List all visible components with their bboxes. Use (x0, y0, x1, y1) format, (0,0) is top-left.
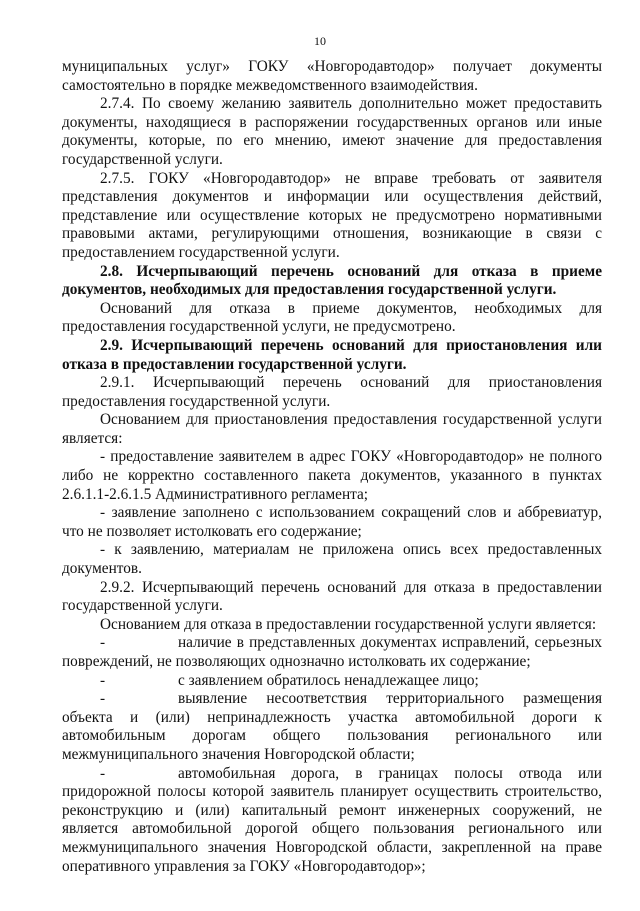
list-item-text: с заявлением обратилось ненадлежащее лицо; (178, 671, 479, 689)
paragraph: муниципальных услуг» ГОКУ «Новгородавтодор» получает документы самостоятельно в порядке межведомственного взаимодействия. (62, 58, 602, 94)
list-marker: - (100, 690, 106, 708)
list-item-text: выявление несоответствия территориального размещения объекта и (или) непринадлежность участка автомобильной дороги к автомобильным дорогам общего пользования регионального или межмуниципального значения Новгородской области; (62, 690, 602, 763)
paragraph: 2.7.5. ГОКУ «Новгородавтодор» не вправе требовать от заявителя представления документов и информации или осуществления действий, представление или осуществление которых не предусмотрено нормативными правовыми актами, регулирующими отношения, возникающие в связи с предоставлением государственной услуги. (62, 169, 602, 261)
paragraph: Оснований для отказа в приеме документов, необходимых для предоставления государственной услуги, не предусмотрено. (62, 299, 602, 336)
list-item-text: автомобильная дорога, в границах полосы отвода или придорожной полосы которой заявитель планирует осуществить строительство, реконструкцию и (или) капитальный ремонт инженерных сооружений, не является автомобильной дорогой общего пользования регионального или межмуниципального значения Новгородской области, закрепленной на праве оперативного управления за ГОКУ «Новгородавтодор»; (62, 764, 602, 875)
list-item (62, 634, 602, 671)
paragraph: Основанием для отказа в предоставлении государственной услуги является: (100, 615, 597, 633)
paragraph: 2.9.2. Исчерпывающий перечень оснований для отказа в предоставлении государственной услуги. (62, 578, 602, 615)
list-marker: - (100, 634, 106, 652)
list-paragraph: - заявление заполнено с использованием сокращений слов и аббревиатур, что не позволяет истолковать его содержание; (62, 504, 602, 540)
list-paragraph: - предоставление заявителем в адрес ГОКУ «Новгородавтодор» не полного либо не корректно составленного пакета документов, указанного в пунктах 2.6.1.1-2.6.1.5 Административного регламента; (62, 448, 602, 503)
page-number: 10 (314, 34, 326, 48)
list-marker: - (100, 671, 106, 689)
paragraph: 2.9.1. Исчерпывающий перечень оснований для приостановления предоставления государственной услуги. (62, 374, 602, 410)
document-body (62, 58, 602, 876)
list-item (62, 690, 602, 764)
list-item-text: наличие в представленных документах исправлений, серьезных повреждений, не позволяющих однозначно истолковать их содержание; (62, 634, 602, 670)
list-marker: - (100, 764, 106, 782)
list-paragraph: - к заявлению, материалам не приложена опись всех предоставленных документов. (62, 541, 602, 578)
list-item (62, 765, 602, 877)
paragraph: 2.7.4. По своему желанию заявитель дополнительно может предоставить документы, находящиеся в распоряжении государственных органов или иные документы, которые, по его мнению, имеют значение для предоставления государственной услуги. (62, 95, 602, 168)
paragraph: Основанием для приостановления предоставления государственной услуги является: (62, 411, 602, 447)
section-heading: 2.8. Исчерпывающий перечень оснований для отказа в приеме документов, необходимых для предоставления государственной услуги. (62, 262, 602, 299)
section-heading: 2.9. Исчерпывающий перечень оснований для приостановления или отказа в предоставлении государственной услуги. (62, 336, 602, 373)
list-item (62, 672, 602, 691)
